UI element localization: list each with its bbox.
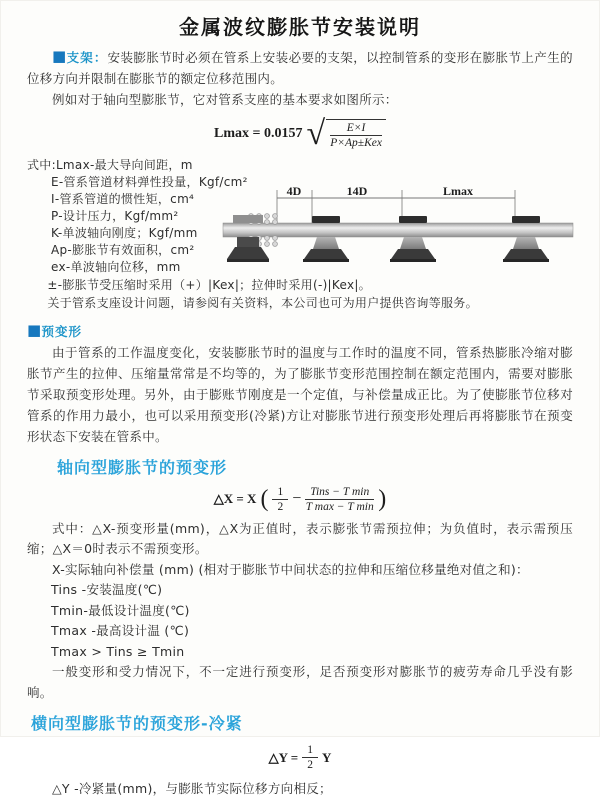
half-numerator: 1 [272,486,288,500]
delta-x-explain: 式中：△X-预变形量(mm)，△X为正值时，表示膨张节需预拉伸；为负值时，表示需预压缩；△X＝0时表示不需预变形。 [27,520,573,557]
formula-lmax-denominator: P×Ap±Kex [330,137,382,150]
var-def-line: Ap-膨胀节有效面积，cm² [51,242,195,257]
anchor-support [227,215,269,262]
var-def-line: ex-单波轴向位移，mm [51,259,181,274]
axial-line: Tmin-最低设计温度(℃) [51,602,190,618]
sqrt-icon: √ [306,115,326,152]
predeform-section-heading-row [27,320,573,342]
support-intro-text: 安装膨胀节时必须在管系上安装必要的支架，以控制管系的变形在膨胀节上产生的位移方向并限制在膨胀节的额定位移范围内。 [27,50,573,86]
section-title-predeform: 预变形 [41,323,82,339]
formula-lmax-radicand [326,119,386,149]
page-title: 金属波纹膨胀节安装说明 [179,15,421,39]
dimension-label-4d: 4D [286,183,302,198]
formula-lmax-numerator: E×I [330,122,382,136]
half-numerator: 1 [302,744,318,758]
open-paren: ( [260,486,269,513]
formula-delta-y [27,744,573,771]
formula-delta-y-lhs: △Y = [268,749,299,765]
temp-denominator: T max − T min [305,500,374,513]
support-section-heading-row [27,46,573,89]
delta-y-note: △Y -冷紧量(mm)，与膨胀节实际位移方向相反； [52,781,332,797]
section-square-icon: ■ [52,47,67,65]
axial-line: Tmax -最高设计温 (℃) [51,623,190,639]
axial-line: Tins -安装温度(℃) [51,582,163,598]
var-def-line: P-设计压力，Kgf/mm² [51,208,179,223]
var-def-line: 式中:Lmax-最大导向间距，m [27,157,193,172]
plus-minus-note: ±-膨胀节受压缩时采用（+）|Kex|；拉伸时采用(-)|Kex|。 [47,277,371,292]
axial-line: Tmax > Tins ≥ Tmin [51,643,185,659]
axial-line: X-实际轴向补偿量 (mm) (相对于膨胀节中间状态的拉伸和压缩位移量绝对值之和)： [52,561,529,577]
pipe-support-diagram [217,185,579,285]
close-paren: ) [378,486,387,513]
consult-note: 关于管系支座设计问题，请参阅有关资料，本公司也可为用户提供咨询等服务。 [47,295,478,310]
support-example-text: 例如对于轴向型膨胀节，它对管系支座的基本要求如图所示： [52,92,398,107]
minus-sign: − [292,490,302,508]
dimension-label-14d: 14D [346,183,368,198]
half-denominator: 2 [277,500,284,513]
section-title-support: 支架： [66,50,108,65]
predeform-paragraph: 由于管系的工作温度变化，安装膨胀节时的温度与工作时的温度不同，管系热膨胀冷缩对膨胀节产生的拉伸、压缩量常常是不均等的，为了膨胀节变形范围控制在额定范围内，需要对膨胀节采取预变形处理。另外，由于膨账节刚度是一个定值，与补偿量成正比。为了使膨胀节位移对管系的作用力最小，也可以采用预变形(冷紧)方让对膨胀节进行预变形处理后再将膨胀节在预变形状态下安装在管系中。 [27,344,573,444]
formula-lmax-lhs: Lmax = 0.0157 [214,126,303,142]
formula-delta-x-lhs: △X = X [213,491,257,507]
var-def-line: I-管系管道的惯性矩，cm⁴ [51,191,195,206]
section-square-icon: ■ [27,320,42,339]
lateral-subsection-title: 横向型膨胀节的预变形-冷紧 [31,714,243,734]
temp-numerator: Tins − T min [305,486,374,500]
var-def-line: E-管系管道材料弹性投量，Kgf/cm² [51,174,248,189]
formula-lmax [27,115,573,152]
formula-delta-y-rhs: Y [321,749,332,765]
variable-definitions [27,157,573,276]
var-def-line: K-单波轴向刚度；Kgf/mm [51,225,198,240]
dimension-label-lmax: Lmax [443,183,473,198]
half-denominator: 2 [307,759,313,772]
formula-delta-x [27,486,573,513]
axial-line: 一般变形和受力情况下，不一定进行预变形，足否预变形对膨胀节的疲劳寿命几乎没有影响。 [27,664,573,700]
pipe [223,223,573,237]
axial-subsection-title: 轴向型膨胀节的预变形 [57,457,228,477]
